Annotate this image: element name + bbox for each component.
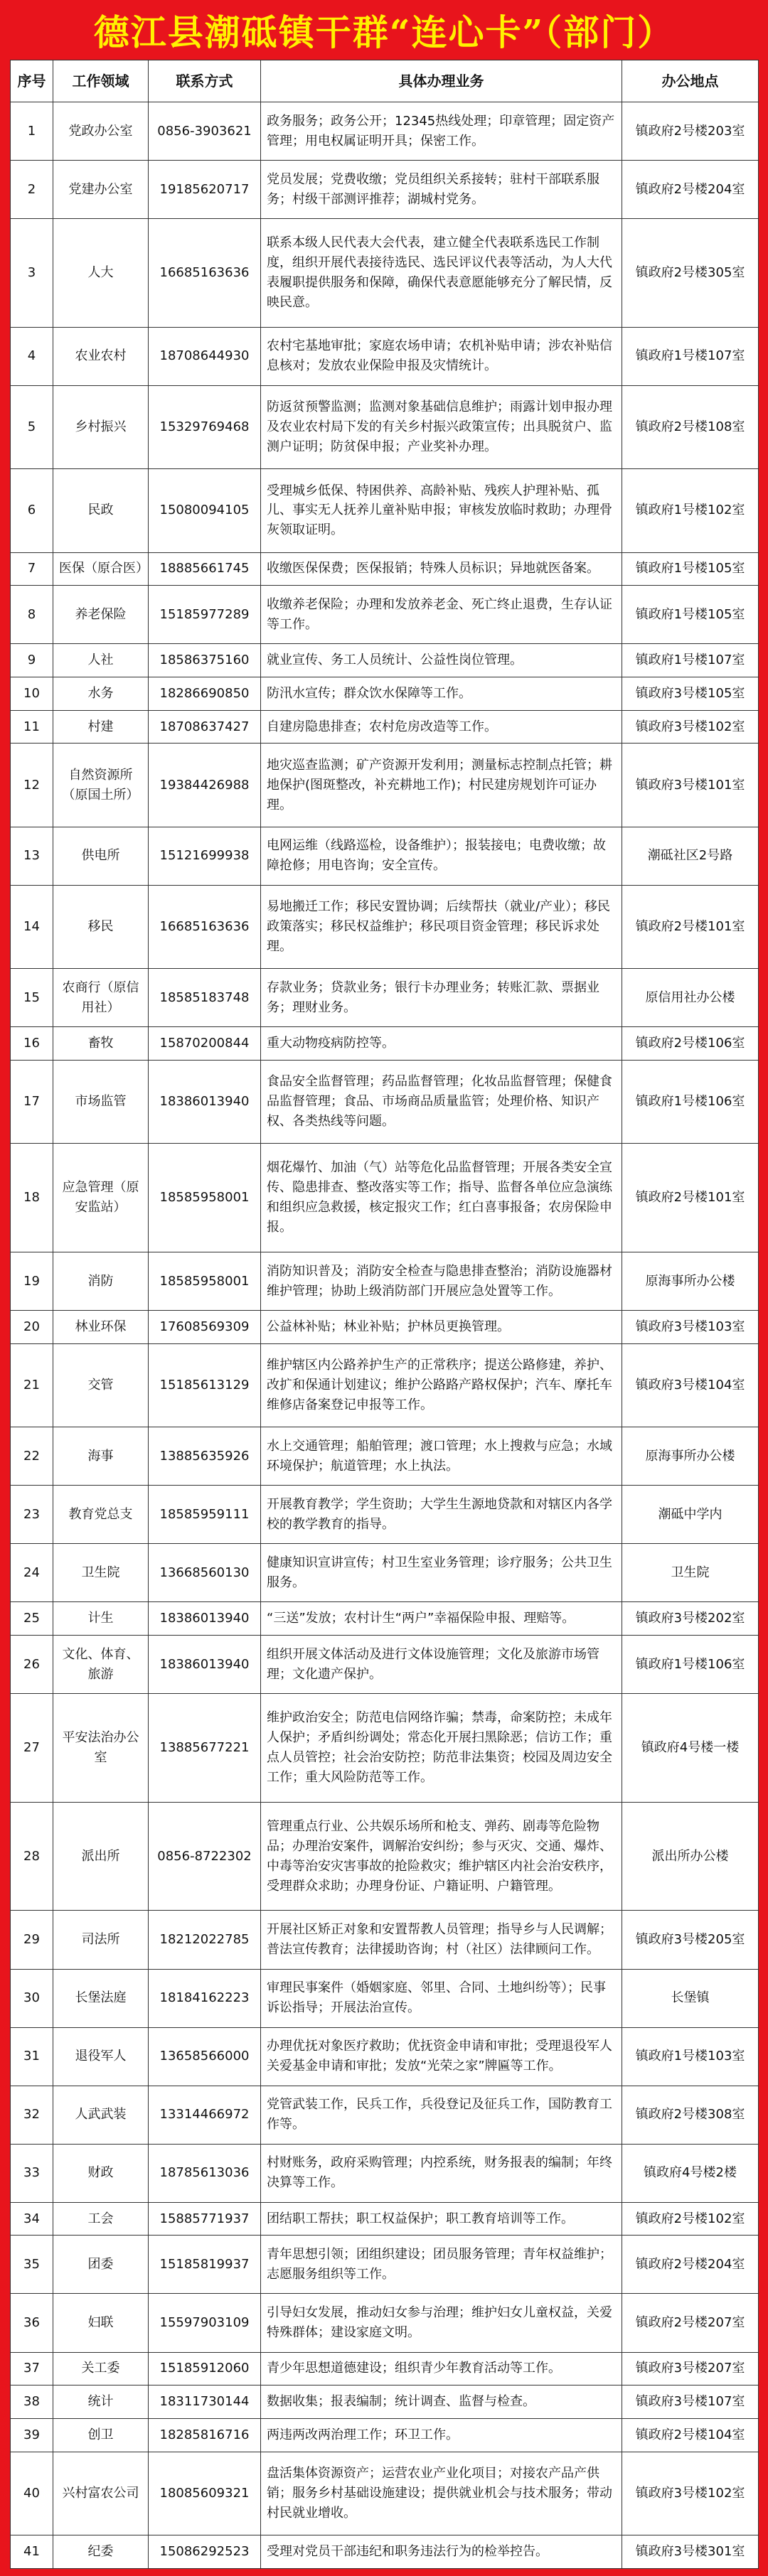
row-phone: 15329769468 — [149, 385, 261, 468]
row-phone: 15885771937 — [149, 2202, 261, 2236]
row-location: 镇政府1号楼105室 — [622, 552, 759, 586]
row-phone: 18585958001 — [149, 1252, 261, 1311]
row-location: 潮砥中学内 — [622, 1486, 759, 1544]
row-number: 25 — [11, 1602, 53, 1636]
row-number: 23 — [11, 1486, 53, 1544]
row-number: 24 — [11, 1544, 53, 1602]
row-number: 37 — [11, 2352, 53, 2386]
row-location: 镇政府3号楼104室 — [622, 1343, 759, 1427]
row-number: 20 — [11, 1311, 53, 1344]
row-field: 文化、体育、旅游 — [53, 1636, 149, 1694]
row-number: 4 — [11, 327, 53, 385]
table-row — [11, 677, 759, 711]
row-business: 政务服务；政务公开；12345热线处理；印章管理；固定资产管理；用电权属证明开具；保密工作。 — [261, 102, 622, 161]
row-business: 就业宣传、务工人员统计、公益性岗位管理。 — [261, 644, 622, 677]
row-phone: 15185912060 — [149, 2352, 261, 2386]
row-field: 市场监管 — [53, 1061, 149, 1144]
row-location: 镇政府4号楼2楼 — [622, 2144, 759, 2202]
row-number: 19 — [11, 1252, 53, 1311]
table-row — [11, 161, 759, 219]
row-business: 数据收集；报表编制；统计调查、监督与检查。 — [261, 2386, 622, 2419]
row-phone: 13885635926 — [149, 1427, 261, 1486]
table-row — [11, 102, 759, 161]
row-business: 健康知识宣讲宣传；村卫生室业务管理；诊疗服务；公共卫生服务。 — [261, 1544, 622, 1602]
row-field: 兴村富农公司 — [53, 2452, 149, 2535]
row-location: 镇政府1号楼105室 — [622, 586, 759, 644]
row-location: 镇政府2号楼203室 — [622, 102, 759, 161]
row-location: 镇政府2号楼101室 — [622, 885, 759, 968]
row-phone: 17608569309 — [149, 1311, 261, 1344]
row-number: 14 — [11, 885, 53, 968]
row-phone: 13314466972 — [149, 2086, 261, 2144]
row-location: 镇政府1号楼102室 — [622, 469, 759, 552]
row-field: 卫生院 — [53, 1544, 149, 1602]
row-location: 镇政府3号楼207室 — [622, 2352, 759, 2386]
row-number: 30 — [11, 1969, 53, 2027]
row-phone: 15185613129 — [149, 1343, 261, 1427]
row-phone: 0856-8722302 — [149, 1802, 261, 1911]
row-number: 12 — [11, 744, 53, 827]
row-location: 镇政府3号楼105室 — [622, 677, 759, 711]
table-row — [11, 1343, 759, 1427]
row-business: 党管武装工作，民兵工作，兵役登记及征兵工作，国防教育工作等。 — [261, 2086, 622, 2144]
row-location: 原海事所办公楼 — [622, 1427, 759, 1486]
table-row — [11, 1311, 759, 1344]
row-location: 镇政府2号楼106室 — [622, 1027, 759, 1061]
row-number: 2 — [11, 161, 53, 219]
row-location: 原信用社办公楼 — [622, 969, 759, 1027]
row-phone: 18085609321 — [149, 2452, 261, 2535]
table-row — [11, 2418, 759, 2452]
row-phone: 13885677221 — [149, 1694, 261, 1803]
row-business: 联系本级人民代表大会代表，建立健全代表联系选民工作制度，组织开展代表接待选民、选民评议代表等活动，为人大代表履职提供服务和保障，确保代表意愿能够充分了解民情，反映民意。 — [261, 219, 622, 328]
row-field: 农商行（原信用社） — [53, 969, 149, 1027]
row-business: 受理对党员干部违纪和职务违法行为的检举控告。 — [261, 2535, 622, 2569]
row-phone: 18386013940 — [149, 1636, 261, 1694]
row-business: 团结职工帮扶；职工权益保护；职工教育培训等工作。 — [261, 2202, 622, 2236]
row-business: 审理民事案件（婚姻家庭、邻里、合同、土地纠纷等）；民事诉讼指导；开展法治宣传。 — [261, 1969, 622, 2027]
table-row — [11, 2452, 759, 2535]
row-field: 自然资源所（原国土所） — [53, 744, 149, 827]
row-phone: 0856-3903621 — [149, 102, 261, 161]
table-row — [11, 552, 759, 586]
row-number: 6 — [11, 469, 53, 552]
row-field: 长堡法庭 — [53, 1969, 149, 2027]
row-field: 人武武装 — [53, 2086, 149, 2144]
row-business: 开展教育教学；学生资助；大学生生源地贷款和对辖区内各学校的教学教育的指导。 — [261, 1486, 622, 1544]
row-location: 镇政府1号楼106室 — [622, 1636, 759, 1694]
row-field: 人社 — [53, 644, 149, 677]
table-row — [11, 2352, 759, 2386]
row-location: 镇政府2号楼108室 — [622, 385, 759, 468]
row-location: 镇政府3号楼101室 — [622, 744, 759, 827]
row-business: 电网运维（线路巡检，设备维护）；报装接电；电费收缴；故障抢修；用电咨询；安全宣传。 — [261, 827, 622, 885]
row-business: 管理重点行业、公共娱乐场所和枪支、弹药、剧毒等危险物品；办理治安案件，调解治安纠纷；参与灭灾、交通、爆炸、中毒等治安灾害事故的抢险救灾；维护辖区内社会治安秩序，受理群众求助；办理身份证、户籍证明、户籍管理。 — [261, 1802, 622, 1911]
row-location: 镇政府3号楼301室 — [622, 2535, 759, 2569]
row-location: 镇政府2号楼104室 — [622, 2418, 759, 2452]
contact-table-wrapper — [10, 60, 758, 2569]
row-number: 28 — [11, 1802, 53, 1911]
table-row — [11, 1969, 759, 2027]
row-number: 3 — [11, 219, 53, 328]
row-business: 维护政治安全；防范电信网络诈骗；禁毒，命案防控；未成年人保护；矛盾纠纷调处；常态化开展扫黑除恶；信访工作；重点人员管控；社会治安防控；防范非法集资；校园及周边安全工作；重大风险防范等工作。 — [261, 1694, 622, 1803]
header-no: 序号 — [11, 60, 53, 102]
row-phone: 18286690850 — [149, 677, 261, 711]
table-row — [11, 385, 759, 468]
row-phone: 18785613036 — [149, 2144, 261, 2202]
row-field: 退役军人 — [53, 2027, 149, 2086]
row-business: 防汛水宣传；群众饮水保障等工作。 — [261, 677, 622, 711]
row-number: 31 — [11, 2027, 53, 2086]
table-row — [11, 1544, 759, 1602]
row-number: 32 — [11, 2086, 53, 2144]
row-number: 18 — [11, 1144, 53, 1252]
row-location: 镇政府1号楼103室 — [622, 2027, 759, 2086]
row-field: 交管 — [53, 1343, 149, 1427]
table-row — [11, 827, 759, 885]
row-number: 8 — [11, 586, 53, 644]
table-row — [11, 2202, 759, 2236]
table-row — [11, 644, 759, 677]
table-row — [11, 969, 759, 1027]
row-phone: 15185977289 — [149, 586, 261, 644]
row-field: 创卫 — [53, 2418, 149, 2452]
row-location: 镇政府4号楼一楼 — [622, 1694, 759, 1803]
row-number: 10 — [11, 677, 53, 711]
table-row — [11, 2236, 759, 2294]
page-title: 德江县潮砥镇干群“连心卡”（部门） — [93, 11, 675, 53]
row-field: 水务 — [53, 677, 149, 711]
row-number: 29 — [11, 1911, 53, 1969]
row-business: 盘活集体资源资产；运营农业产业化项目；对接农产品产供销；服务乡村基础设施建设；提供就业机会与技术服务；带动村民就业增收。 — [261, 2452, 622, 2535]
table-row — [11, 2144, 759, 2202]
row-business: 重大动物疫病防控等。 — [261, 1027, 622, 1061]
row-business: 引导妇女发展，推动妇女参与治理；维护妇女儿童权益，关爱特殊群体；建设家庭文明。 — [261, 2294, 622, 2352]
table-row — [11, 1802, 759, 1911]
row-business: “三送”发放；农村计生“两户”幸福保险申报、理赔等。 — [261, 1602, 622, 1636]
row-location: 镇政府3号楼205室 — [622, 1911, 759, 1969]
row-location: 镇政府3号楼102室 — [622, 710, 759, 744]
row-field: 林业环保 — [53, 1311, 149, 1344]
row-field: 移民 — [53, 885, 149, 968]
row-business: 开展社区矫正对象和安置帮教人员管理；指导乡与人民调解；普法宣传教育；法律援助咨询；村（社区）法律顾问工作。 — [261, 1911, 622, 1969]
table-row — [11, 2086, 759, 2144]
row-number: 17 — [11, 1061, 53, 1144]
row-phone: 16685163636 — [149, 885, 261, 968]
row-number: 5 — [11, 385, 53, 468]
row-field: 村建 — [53, 710, 149, 744]
row-location: 镇政府3号楼102室 — [622, 2452, 759, 2535]
table-row — [11, 1427, 759, 1486]
row-field: 计生 — [53, 1602, 149, 1636]
row-location: 原海事所办公楼 — [622, 1252, 759, 1311]
row-number: 22 — [11, 1427, 53, 1486]
row-field: 供电所 — [53, 827, 149, 885]
row-business: 地灾巡查监测；矿产资源开发利用；测量标志控制点托管；耕地保护(图斑整改，补充耕地工作)；村民建房规划许可证办理。 — [261, 744, 622, 827]
row-field: 团委 — [53, 2236, 149, 2294]
table-row — [11, 219, 759, 328]
table-row — [11, 1252, 759, 1311]
row-phone: 18212022785 — [149, 1911, 261, 1969]
row-field: 关工委 — [53, 2352, 149, 2386]
table-row — [11, 1144, 759, 1252]
row-field: 乡村振兴 — [53, 385, 149, 468]
row-phone: 18585959111 — [149, 1486, 261, 1544]
row-business: 两违两改两治理工作；环卫工作。 — [261, 2418, 622, 2452]
row-location: 镇政府2号楼102室 — [622, 2202, 759, 2236]
row-phone: 15080094105 — [149, 469, 261, 552]
row-location: 镇政府2号楼204室 — [622, 2236, 759, 2294]
row-location: 镇政府3号楼107室 — [622, 2386, 759, 2419]
table-row — [11, 710, 759, 744]
row-business: 自建房隐患排查；农村危房改造等工作。 — [261, 710, 622, 744]
row-field: 民政 — [53, 469, 149, 552]
table-row — [11, 327, 759, 385]
row-field: 纪委 — [53, 2535, 149, 2569]
table-row — [11, 586, 759, 644]
row-field: 农业农村 — [53, 327, 149, 385]
row-location: 镇政府1号楼106室 — [622, 1061, 759, 1144]
row-field: 消防 — [53, 1252, 149, 1311]
row-field: 党建办公室 — [53, 161, 149, 219]
header-location: 办公地点 — [622, 60, 759, 102]
row-location: 潮砥社区2号路 — [622, 827, 759, 885]
contact-table — [10, 60, 759, 2569]
row-business: 组织开展文体活动及进行文体设施管理；文化及旅游市场管理；文化遗产保护。 — [261, 1636, 622, 1694]
row-phone: 18311730144 — [149, 2386, 261, 2419]
row-phone: 16685163636 — [149, 219, 261, 328]
header-field: 工作领域 — [53, 60, 149, 102]
row-location: 镇政府2号楼305室 — [622, 219, 759, 328]
row-phone: 13668560130 — [149, 1544, 261, 1602]
row-field: 应急管理（原安监站） — [53, 1144, 149, 1252]
row-field: 司法所 — [53, 1911, 149, 1969]
table-row — [11, 744, 759, 827]
row-business: 村财账务，政府采购管理；内控系统，财务报表的编制；年终决算等工作。 — [261, 2144, 622, 2202]
row-field: 人大 — [53, 219, 149, 328]
table-row — [11, 1602, 759, 1636]
row-location: 卫生院 — [622, 1544, 759, 1602]
row-field: 妇联 — [53, 2294, 149, 2352]
row-number: 39 — [11, 2418, 53, 2452]
row-business: 水上交通管理；船舶管理；渡口管理；水上搜救与应急；水域环境保护；航道管理；水上执法。 — [261, 1427, 622, 1486]
row-business: 受理城乡低保、特困供养、高龄补贴、残疾人护理补贴、孤儿、事实无人抚养儿童补贴申报；审核发放临时救助；办理骨灰领取证明。 — [261, 469, 622, 552]
row-field: 党政办公室 — [53, 102, 149, 161]
row-phone: 15185819937 — [149, 2236, 261, 2294]
row-number: 35 — [11, 2236, 53, 2294]
row-location: 镇政府2号楼204室 — [622, 161, 759, 219]
row-location: 镇政府2号楼207室 — [622, 2294, 759, 2352]
row-phone: 13658566000 — [149, 2027, 261, 2086]
row-business: 消防知识普及；消防安全检查与隐患排查整治；消防设施器材维护管理；协助上级消防部门开展应急处置等工作。 — [261, 1252, 622, 1311]
row-number: 27 — [11, 1694, 53, 1803]
row-business: 农村宅基地审批；家庭农场申请；农机补贴申请；涉农补贴信息核对；发放农业保险申报及灾情统计。 — [261, 327, 622, 385]
row-field: 海事 — [53, 1427, 149, 1486]
row-number: 7 — [11, 552, 53, 586]
row-phone: 18386013940 — [149, 1602, 261, 1636]
row-phone: 15870200844 — [149, 1027, 261, 1061]
row-field: 派出所 — [53, 1802, 149, 1911]
row-number: 15 — [11, 969, 53, 1027]
row-phone: 18184162223 — [149, 1969, 261, 2027]
row-field: 平安法治办公室 — [53, 1694, 149, 1803]
row-phone: 15597903109 — [149, 2294, 261, 2352]
row-business: 办理优抚对象医疗救助；优抚资金申请和审批；受理退役军人关爱基金申请和审批；发放“光荣之家”牌匾等工作。 — [261, 2027, 622, 2086]
table-row — [11, 2535, 759, 2569]
table-row — [11, 885, 759, 968]
row-phone: 18708644930 — [149, 327, 261, 385]
table-row — [11, 1911, 759, 1969]
table-row — [11, 2294, 759, 2352]
row-business: 食品安全监督管理；药品监督管理；化妆品监督管理；保健食品监督管理；食品、市场商品质量监管；处理价格、知识产权、各类热线等问题。 — [261, 1061, 622, 1144]
table-row — [11, 469, 759, 552]
row-business: 易地搬迁工作；移民安置协调；后续帮扶（就业/产业）；移民政策落实；移民权益维护；移民项目资金管理；移民诉求处理。 — [261, 885, 622, 968]
row-field: 财政 — [53, 2144, 149, 2202]
row-number: 34 — [11, 2202, 53, 2236]
row-location: 长堡镇 — [622, 1969, 759, 2027]
row-location: 镇政府3号楼202室 — [622, 1602, 759, 1636]
row-number: 33 — [11, 2144, 53, 2202]
table-row — [11, 1694, 759, 1803]
row-location: 派出所办公楼 — [622, 1802, 759, 1911]
row-number: 1 — [11, 102, 53, 161]
row-phone: 18885661745 — [149, 552, 261, 586]
row-business: 存款业务；贷款业务；银行卡办理业务；转账汇款、票据业务；理财业务。 — [261, 969, 622, 1027]
row-field: 工会 — [53, 2202, 149, 2236]
row-phone: 18586375160 — [149, 644, 261, 677]
row-number: 21 — [11, 1343, 53, 1427]
row-business: 收缴医保保费；医保报销；特殊人员标识；异地就医备案。 — [261, 552, 622, 586]
row-number: 26 — [11, 1636, 53, 1694]
header-phone: 联系方式 — [149, 60, 261, 102]
row-phone: 19185620717 — [149, 161, 261, 219]
row-phone: 15086292523 — [149, 2535, 261, 2569]
row-location: 镇政府3号楼103室 — [622, 1311, 759, 1344]
table-row — [11, 1486, 759, 1544]
row-number: 13 — [11, 827, 53, 885]
row-business: 青年思想引领；团组织建设；团员服务管理；青年权益维护；志愿服务组织等工作。 — [261, 2236, 622, 2294]
row-business: 公益林补贴；林业补贴；护林员更换管理。 — [261, 1311, 622, 1344]
row-business: 青少年思想道德建设；组织青少年教育活动等工作。 — [261, 2352, 622, 2386]
table-row — [11, 2386, 759, 2419]
row-number: 9 — [11, 644, 53, 677]
row-phone: 18386013940 — [149, 1061, 261, 1144]
row-field: 养老保险 — [53, 586, 149, 644]
row-phone: 19384426988 — [149, 744, 261, 827]
table-row — [11, 1636, 759, 1694]
row-phone: 18708637427 — [149, 710, 261, 744]
row-location: 镇政府2号楼308室 — [622, 2086, 759, 2144]
table-row — [11, 1027, 759, 1061]
row-number: 40 — [11, 2452, 53, 2535]
row-phone: 18585958001 — [149, 1144, 261, 1252]
row-phone: 15121699938 — [149, 827, 261, 885]
table-header-row — [11, 60, 759, 102]
row-business: 收缴养老保险；办理和发放养老金、死亡终止退费，生存认证等工作。 — [261, 586, 622, 644]
row-business: 防返贫预警监测；监测对象基础信息维护；雨露计划申报办理及农业农村局下发的有关乡村振兴政策宣传；出具脱贫户、监测户证明；防贫保申报；产业奖补办理。 — [261, 385, 622, 468]
row-business: 党员发展；党费收缴；党员组织关系接转；驻村干部联系服务；村级干部测评推荐；湖城村党务。 — [261, 161, 622, 219]
row-location: 镇政府1号楼107室 — [622, 644, 759, 677]
row-business: 维护辖区内公路养护生产的正常秩序；提送公路修建，养护、改扩和保通计划建议；维护公路路产路权保护；汽车、摩托车维修店备案登记申报等工作。 — [261, 1343, 622, 1427]
row-number: 36 — [11, 2294, 53, 2352]
header-business: 具体办理业务 — [261, 60, 622, 102]
row-phone: 18585183748 — [149, 969, 261, 1027]
row-phone: 18285816716 — [149, 2418, 261, 2452]
row-field: 统计 — [53, 2386, 149, 2419]
table-row — [11, 2027, 759, 2086]
row-number: 11 — [11, 710, 53, 744]
row-location: 镇政府1号楼107室 — [622, 327, 759, 385]
row-number: 41 — [11, 2535, 53, 2569]
table-row — [11, 1061, 759, 1144]
row-field: 畜牧 — [53, 1027, 149, 1061]
row-number: 16 — [11, 1027, 53, 1061]
row-number: 38 — [11, 2386, 53, 2419]
row-field: 医保（原合医） — [53, 552, 149, 586]
row-business: 烟花爆竹、加油（气）站等危化品监督管理；开展各类安全宣传、隐患排查、整改落实等工作；指导、监督各单位应急演练和组织应急救援，核定报灾工作；红白喜事报备；农房保险申报。 — [261, 1144, 622, 1252]
row-field: 教育党总支 — [53, 1486, 149, 1544]
row-location: 镇政府2号楼101室 — [622, 1144, 759, 1252]
